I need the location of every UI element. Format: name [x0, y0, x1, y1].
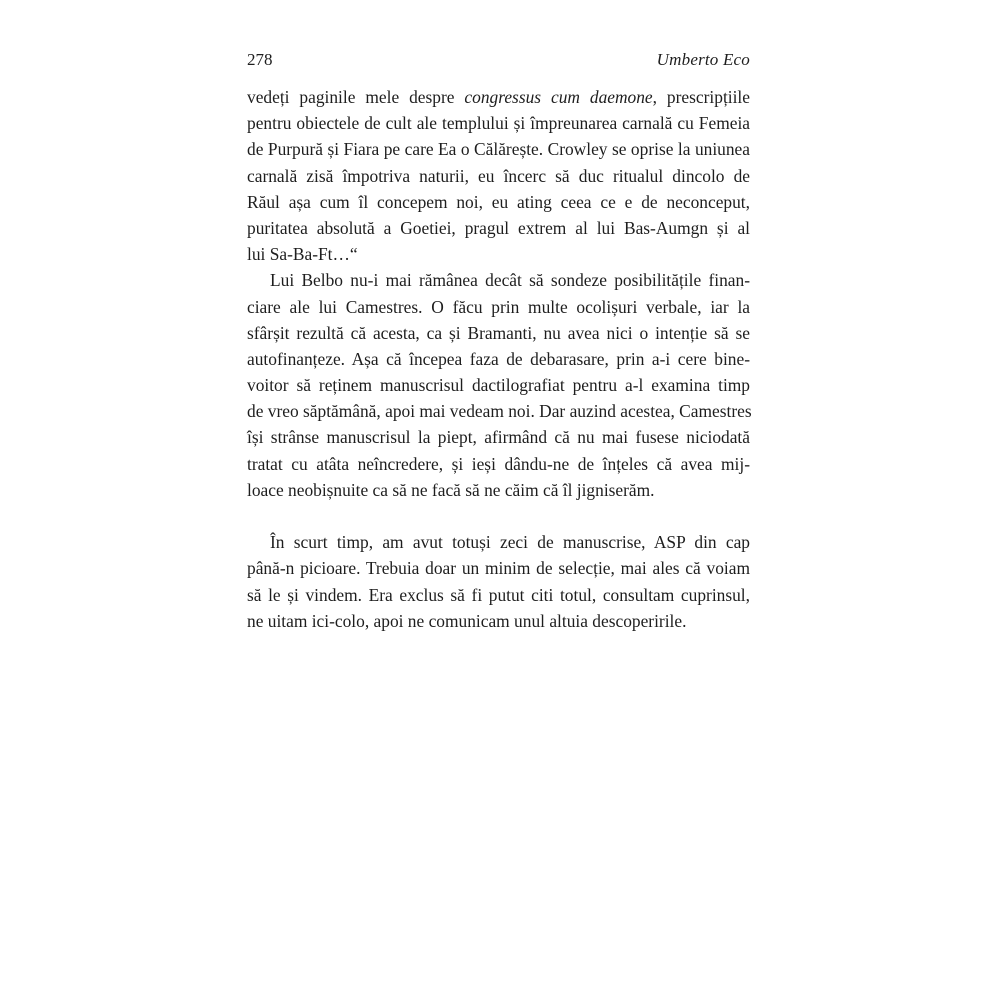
- text-line: sfârșit rezultă că acesta, ca și Bramanti, nu avea nici o intenție să se: [247, 322, 750, 343]
- text-line: de vreo săptămână, apoi mai vedeam noi. Dar auzind acestea, Camestres: [247, 401, 752, 422]
- page-number: 278: [247, 50, 273, 69]
- text-run: , prescripțiile: [652, 87, 750, 107]
- paragraph-3: [247, 529, 750, 634]
- running-title-author: Umberto Eco: [656, 50, 750, 69]
- text-line: să le și vindem. Era exclus să fi putut citi totul, consultam cuprinsul,: [247, 584, 750, 605]
- section-break: [247, 503, 750, 529]
- body-text: [247, 84, 750, 634]
- text-line: lui Sa-Ba-Ft…“: [247, 244, 358, 265]
- text-line: ne uitam ici-colo, apoi ne comunicam unul altuia descoperirile.: [247, 610, 687, 631]
- text-line: puritatea absolută a Goetiei, pragul extrem al lui Bas-Aumgn și al: [247, 217, 750, 238]
- paragraph-1: [247, 84, 750, 267]
- text-line: voitor să reținem manuscrisul dactilografiat pentru a-l examina timp: [247, 375, 750, 396]
- paragraph-2: [247, 267, 750, 503]
- text-line: Lui Belbo nu-i mai rămânea decât să sondeze posibilitățile finan-: [270, 270, 750, 291]
- italic-text-run: congressus cum daemone: [464, 87, 653, 107]
- text-line: tratat cu atâta neîncredere, și ieși dându-ne de înțeles că avea mij-: [247, 453, 750, 474]
- running-head: [247, 47, 750, 73]
- text-line: de Purpură și Fiara pe care Ea o Călărește. Crowley se oprise la uniunea: [247, 139, 750, 160]
- text-line: ciare ale lui Camestres. O făcu prin multe ocolișuri verbale, iar la: [247, 296, 750, 317]
- text-line: carnală zisă împotriva naturii, eu încerc să duc ritualul dincolo de: [247, 165, 750, 186]
- text-line: loace neobișnuite ca să ne facă să ne căim că îl jigniserăm.: [247, 479, 655, 500]
- text-line: Răul așa cum îl concepem noi, eu ating ceea ce e de neconceput,: [247, 191, 750, 212]
- text-run: vedeți paginile mele despre: [247, 87, 465, 107]
- text-line: autofinanțeze. Așa că începea faza de debarasare, prin a-i cere bine-: [247, 348, 750, 369]
- text-line: își strânse manuscrisul la piept, afirmând că nu mai fusese niciodată: [247, 427, 750, 448]
- text-line: În scurt timp, am avut totuși zeci de manuscrise, ASP din cap: [270, 532, 750, 553]
- text-line: pentru obiectele de cult ale templului și împreunarea carnală cu Femeia: [247, 113, 750, 134]
- text-line: [247, 84, 750, 110]
- text-line: până-n picioare. Trebuia doar un minim de selecție, mai ales că voiam: [247, 558, 750, 579]
